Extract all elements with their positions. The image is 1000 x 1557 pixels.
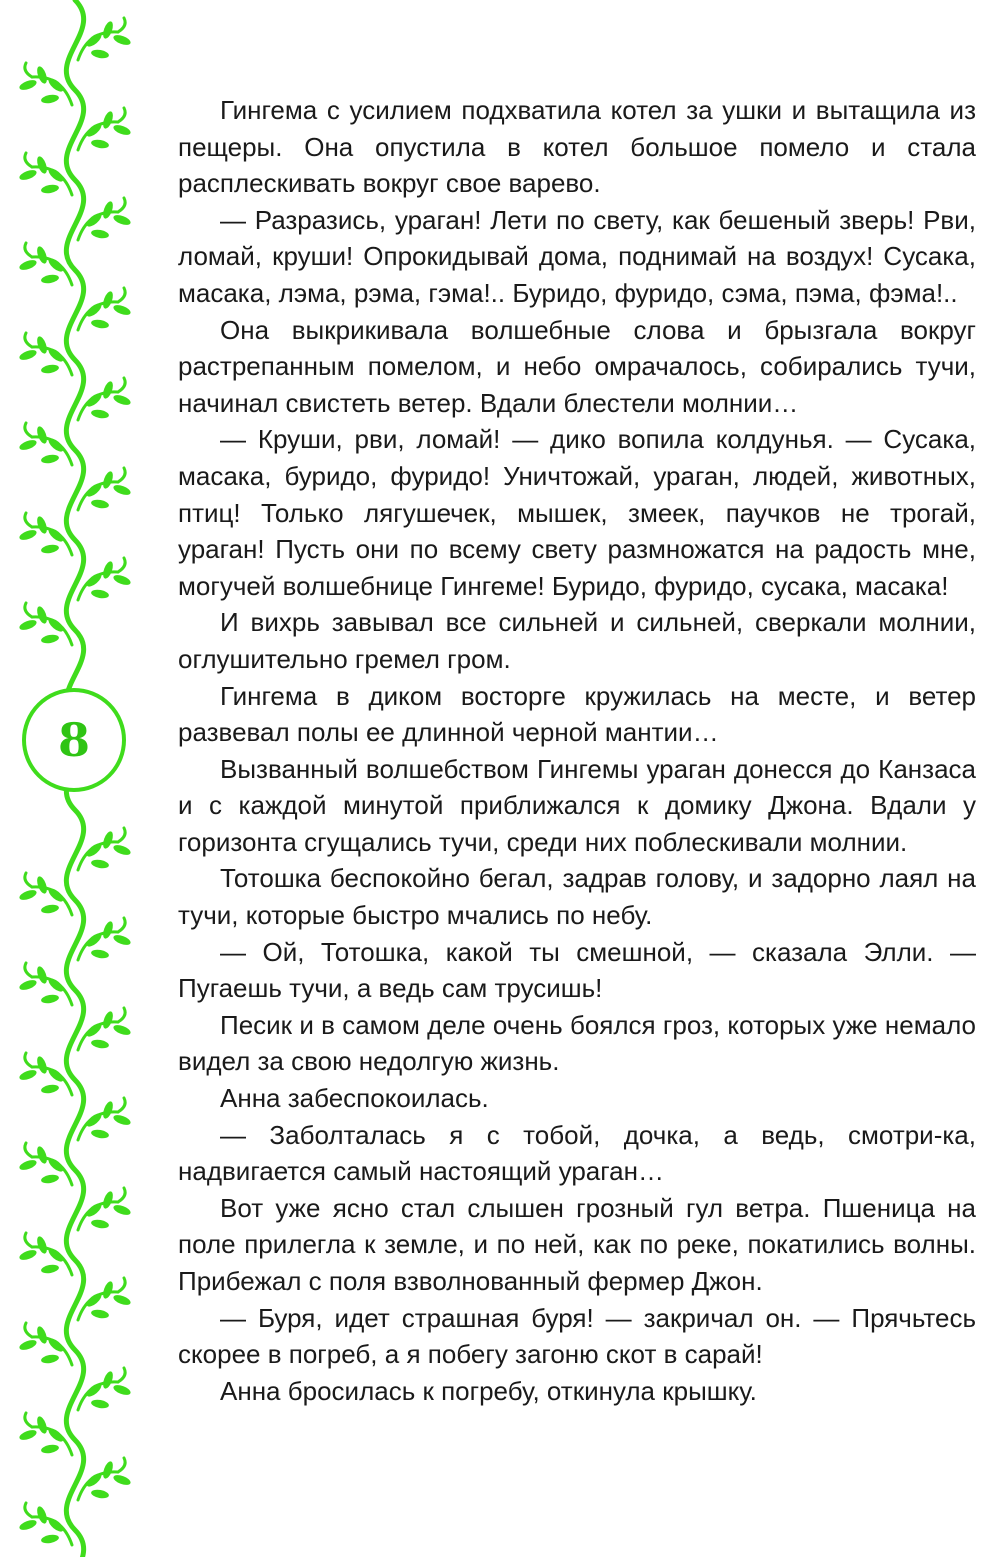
paragraph: Гингема в диком восторге кружилась на месте, и ветер развевал полы ее длинной черной мантии…	[178, 680, 976, 748]
paragraph: Тотошка беспокойно бегал, задрав голову, и задорно лаял на тучи, которые быстро мчались по небу.	[178, 863, 976, 931]
page-number: 8	[57, 713, 90, 767]
paragraph: И вихрь завывал все сильней и сильней, сверкали молнии, оглушительно гремел гром.	[178, 607, 976, 674]
paragraph: Анна бросилась к погребу, откинула крышку.	[220, 1375, 757, 1406]
paragraph: Гингема с усилием подхватила котел за ушки и вытащила из пещеры. Она опустила в котел большое помело и стала расплескивать вокруг свое варево.	[178, 95, 976, 199]
paragraph: Вот уже ясно стал слышен грозный гул ветра. Пшеница на поле прилегла к земле, и по ней, как по реке, покатились волны. Прибежал с поля взволнованный фермер Джон.	[178, 1192, 976, 1296]
story-text	[178, 92, 976, 1409]
paragraph: Вызванный волшебством Гингемы ураган донесся до Канзаса и с каждой минутой приближался к домику Джона. Вдали у горизонта сгущались тучи, среди них поблескивали молнии.	[178, 753, 976, 857]
paragraph: — Разразись, ураган! Лети по свету, как бешеный зверь! Рви, ломай, круши! Опрокидывай дома, поднимай на воздух! Сусака, масака, лэма, рэма, гэма!.. Буридо, фуридо, сэма, пэма, фэма!..	[178, 204, 976, 308]
paragraph: Она выкрикивала волшебные слова и брызгала вокруг растрепанным помелом, и небо омрачалось, собирались тучи, начинал свистеть ветер. Вдали блестели молнии…	[178, 314, 976, 418]
paragraph: Песик и в самом деле очень боялся гроз, которых уже немало видел за свою недолгую жизнь.	[178, 1009, 976, 1077]
paragraph: — Заболталась я с тобой, дочка, а ведь, смотри-ка, надвигается самый настоящий ураган…	[178, 1119, 976, 1187]
paragraph: — Ой, Тотошка, какой ты смешной, — сказала Элли. — Пугаешь тучи, а ведь сам трусишь!	[178, 936, 976, 1004]
paragraph: Анна забеспокоилась.	[220, 1083, 489, 1114]
page-number-badge	[22, 688, 126, 792]
paragraph: — Буря, идет страшная буря! — закричал он. — Прячьтесь скорее в погреб, а я побегу загоню скот в сарай!	[178, 1302, 976, 1370]
paragraph: — Круши, рви, ломай! — дико вопила колдунья. — Сусака, масака, буридо, фуридо! Уничтожай, ураган, людей, животных, птиц! Только лягушечек, мышек, змеек, паучков не трогай, ураган! Пусть они по всему свету размножатся на радость мне, могучей волшебнице Гингеме! Буридо, фуридо, сусака, масака!	[178, 424, 976, 601]
